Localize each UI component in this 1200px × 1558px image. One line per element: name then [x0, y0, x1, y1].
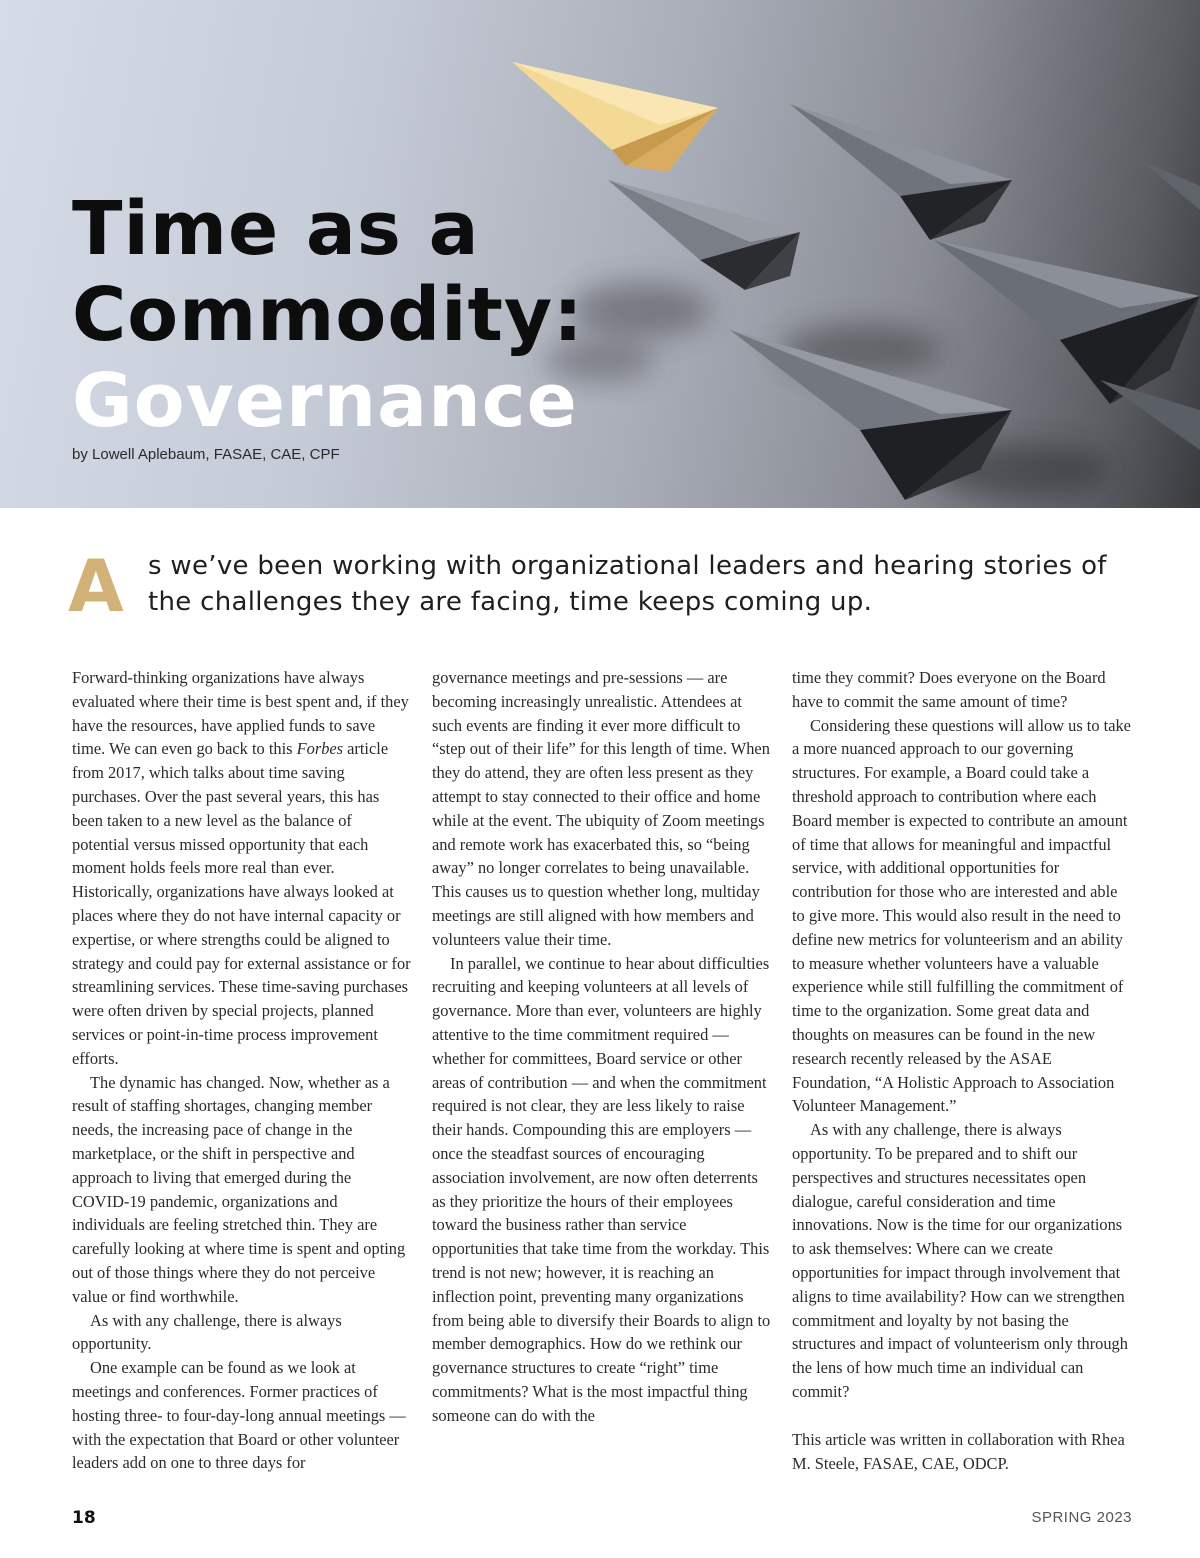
paragraph: The dynamic has changed. Now, whether as a result of staffing shortages, changing member needs, the increasing pace of change in the marketplace, or the shift in perspective and approach to living that emerged during the COVID-19 pandemic, organizations and individuals are feeling stretched thin. They are carefully looking at where time is spent and opting out of those things where they do not perceive value or find worthwhile. — [72, 1072, 406, 1306]
title-line-3: Governance — [72, 358, 578, 444]
paragraph: Considering these questions will allow us to take a more nuanced approach to our governing structures. For example, a Board could take a threshold approach to contribution where each Board member is expected to contribute an amount of time that allows for meaningful and impactful service, with additional opportunities for contribution for those who are interested and able to give more. This would also result in the need to define new metrics for volunteerism and an ability to measure whether volunteers have a valuable experience while still fulfilling the commitment of time to the organization. Some great data and thoughts on measures can be found in the new research recently released by the ASAE Foundation, “A Holistic Approach to Association Volunteer Management.” — [792, 715, 1131, 1116]
paragraph: governance meetings and pre-sessions — are becoming increasingly unrealistic. Attendees at such events are finding it ever more difficult to “step out of their life” for this length of time. When they do attend, they are often less present as they attempt to stay connected to their office and home while at the event. The ubiquity of Zoom meetings and remote work has exacerbated this, so “being away” no longer correlates to being unavailable. This causes us to question whether long, multiday meetings are still aligned with how members and volunteers value their time. — [432, 668, 770, 949]
collaboration-note: This article was written in collaboration with Rhea M. Steele, FASAE, CAE, ODCP. — [792, 1429, 1125, 1473]
paragraph: One example can be found as we look at meetings and conferences. Former practices of hosting three- to four-day-long annual meetings — with the expectation that Board or other volunteer leaders add on one to three days for — [72, 1358, 406, 1473]
publication-name: Forbes — [296, 739, 344, 759]
issue-label: SPRING 2023 — [1031, 1509, 1132, 1526]
title-line-2: Commodity: — [72, 272, 584, 358]
paragraph: As with any challenge, there is always opportunity. — [72, 1310, 342, 1354]
gold-paper-plane — [512, 62, 718, 172]
paragraph: time they commit? Does everyone on the Board have to commit the same amount of time? — [792, 668, 1106, 711]
grey-paper-plane — [790, 104, 1012, 240]
body-column-3 — [792, 666, 1132, 1475]
article-title — [72, 186, 584, 444]
text-run: article from 2017, which talks about time saving purchases. Over the past several years, this has been taken to a new level as the balance of potential versus missed opportunity that each moment holds feels more real than ever. Historically, organizations have always looked at places where they do not have internal capacity or expertise, or where strengths could be aligned to strategy and could pay for external assistance or for streamlining services. These time-saving purchases were often driven by special projects, planned services or point-in-time process improvement efforts. — [72, 739, 411, 1068]
grey-paper-plane — [608, 180, 800, 290]
page-number: 18 — [72, 1508, 96, 1528]
body-column-2 — [432, 666, 772, 1428]
lead-text: s we’ve been working with organizational leaders and hearing stories of the challenges they are facing, time keeps coming up. — [148, 551, 1107, 617]
paragraph: As with any challenge, there is always opportunity. To be prepared and to shift our perspectives and structures necessitates open dialogue, careful consideration and time innovations. Now is the time for our organizations to ask themselves: Where can we create opportunities for impact through involvement that aligns to time availability? How can we strengthen commitment and loyalty by not basing the structures and impact of volunteerism only through the lens of how much time an individual can commit? — [792, 1120, 1128, 1401]
text-run: Forward-thinking organizations have always evaluated where their time is best spent and, if they have the resources, have applied funds to save time. We can even go back to this — [72, 668, 409, 759]
grey-paper-plane — [934, 240, 1200, 404]
title-line-1: Time as a — [72, 186, 480, 272]
paragraph — [72, 666, 412, 1071]
drop-cap: A — [68, 544, 124, 628]
paragraph: In parallel, we continue to hear about difficulties recruiting and keeping volunteers at all levels of governance. More than ever, volunteers are highly attentive to the time commitment required — whether for committees, Board service or other areas of contribution — and when the commitment required is not clear, they are less likely to raise their hands. Compounding this are employers — once the steadfast sources of encouraging association involvement, are now often deterrents as they prioritize the hours of their employees toward the business rather than service opportunities that take time from the workday. This trend is not new; however, it is reaching an inflection point, preventing many organizations from being able to diversify their Boards to align to member demographics. How do we rethink our governance structures to create “right” time commitments? What is the most impactful thing someone can do with the — [432, 953, 771, 1425]
hero-banner — [0, 0, 1200, 508]
lead-paragraph — [68, 544, 1138, 628]
byline: by Lowell Aplebaum, FASAE, CAE, CPF — [72, 446, 340, 463]
body-column-1 — [72, 666, 412, 1475]
